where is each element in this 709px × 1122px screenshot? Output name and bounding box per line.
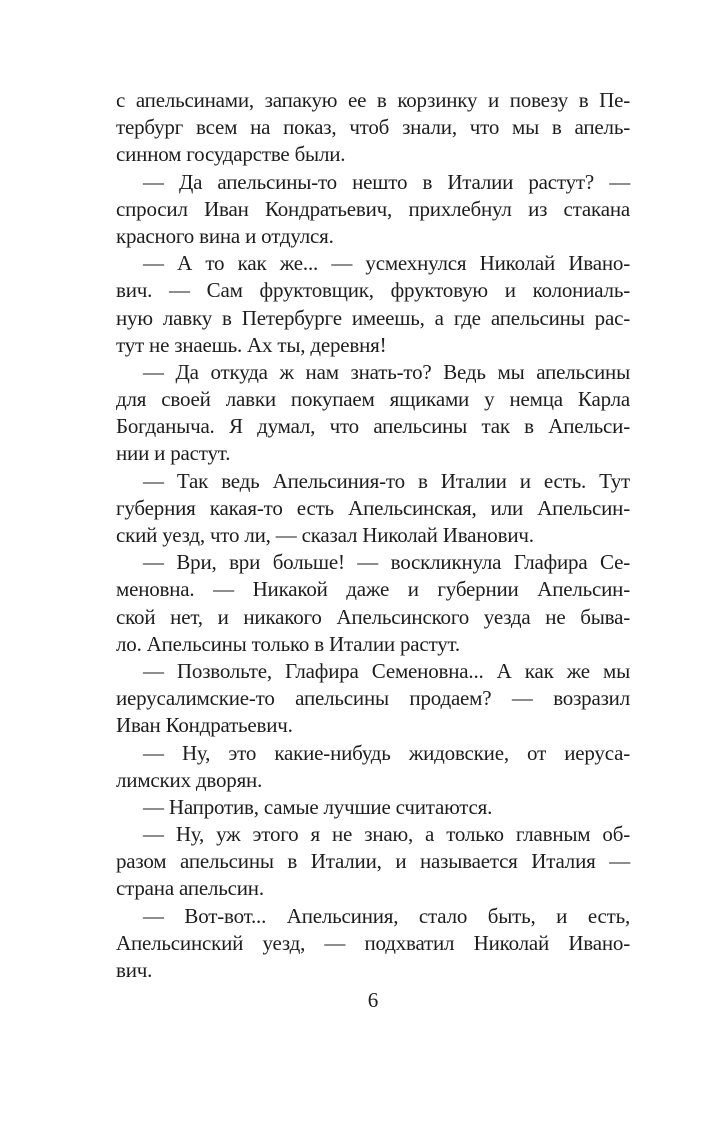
text-line: нии и растут. (116, 441, 231, 466)
paragraph (116, 821, 630, 903)
text-line: синном государстве были. (116, 142, 346, 167)
paragraph (116, 468, 630, 550)
text-line: Апельсинский уезд, — подхватил Николай Ивано- (116, 930, 630, 955)
text-line: красного вина и отдулся. (116, 223, 334, 248)
text-line: — Ну, уж этого я не знаю, а только главным об- (143, 822, 630, 847)
page-number: 6 (367, 988, 379, 1012)
page-text (116, 87, 630, 984)
text-line: — Позвольте, Глафира Семеновна... А как же мы (143, 658, 630, 683)
paragraph (116, 658, 630, 740)
text-line: тут не знаешь. Ах ты, деревня! (116, 332, 387, 357)
paragraph (116, 359, 630, 468)
text-line: Иван Кондратьевич. (116, 713, 293, 738)
paragraph (116, 740, 630, 794)
text-line: — Да откуда ж нам знать-то? Ведь мы апельсины (143, 359, 630, 384)
text-line: вич. (116, 958, 153, 982)
text-line: спросил Иван Кондратьевич, прихлебнул из стакана (116, 196, 630, 221)
text-line: — Вот-вот... Апельсиния, стало быть, и есть, (143, 903, 630, 928)
text-line: ную лавку в Петербурге имеешь, а где апельсины рас- (116, 305, 630, 330)
paragraph (116, 169, 630, 251)
text-line: разом апельсины в Италии, и называется Италия — (116, 849, 630, 874)
text-line: — Напротив, самые лучшие считаются. (143, 794, 493, 819)
text-line: с апельсинами, запакую ее в корзинку и повезу в Пе- (116, 88, 630, 112)
text-line: ло. Апельсины только в Италии растут. (116, 631, 460, 656)
text-line: — Да апельсины-то нешто в Италии растут? — (143, 169, 630, 194)
text-line: страна апельсин. (116, 876, 264, 901)
text-line: — Так ведь Апельсиния-то в Италии и есть. Тут (143, 468, 630, 493)
paragraph (116, 903, 630, 985)
text-line: лимских дворян. (116, 767, 263, 792)
text-line: Богданыча. Я думал, что апельсины так в Апельси- (116, 414, 630, 439)
paragraph (116, 87, 630, 169)
text-line: иерусалимские-то апельсины продаем? — возразил (116, 686, 630, 711)
text-line: для своей лавки покупаем ящиками у немца Карла (116, 387, 630, 412)
text-line: — Ври, ври больше! — воскликнула Глафира Се- (143, 550, 630, 575)
text-line: ский уезд, что ли, — сказал Николай Иванович. (116, 523, 534, 547)
text-line: губерния какая-то есть Апельсинская, или Апельсин- (116, 495, 630, 520)
text-line: — Ну, это какие-нибудь жидовские, от иеруса- (143, 740, 630, 765)
text-line: вич. — Сам фруктовщик, фруктовую и колониаль- (116, 278, 630, 303)
paragraph (116, 250, 630, 359)
text-line: — А то как же... — усмехнулся Николай Ивано- (143, 251, 630, 276)
text-line: меновна. — Никакой даже и губернии Апельсин- (116, 577, 630, 602)
paragraph (116, 549, 630, 658)
text-line: тербург всем на показ, чтоб знали, что мы в апель- (116, 115, 630, 140)
paragraph (116, 794, 630, 821)
text-line: ской нет, и никакого Апельсинского уезда не быва- (116, 604, 630, 629)
